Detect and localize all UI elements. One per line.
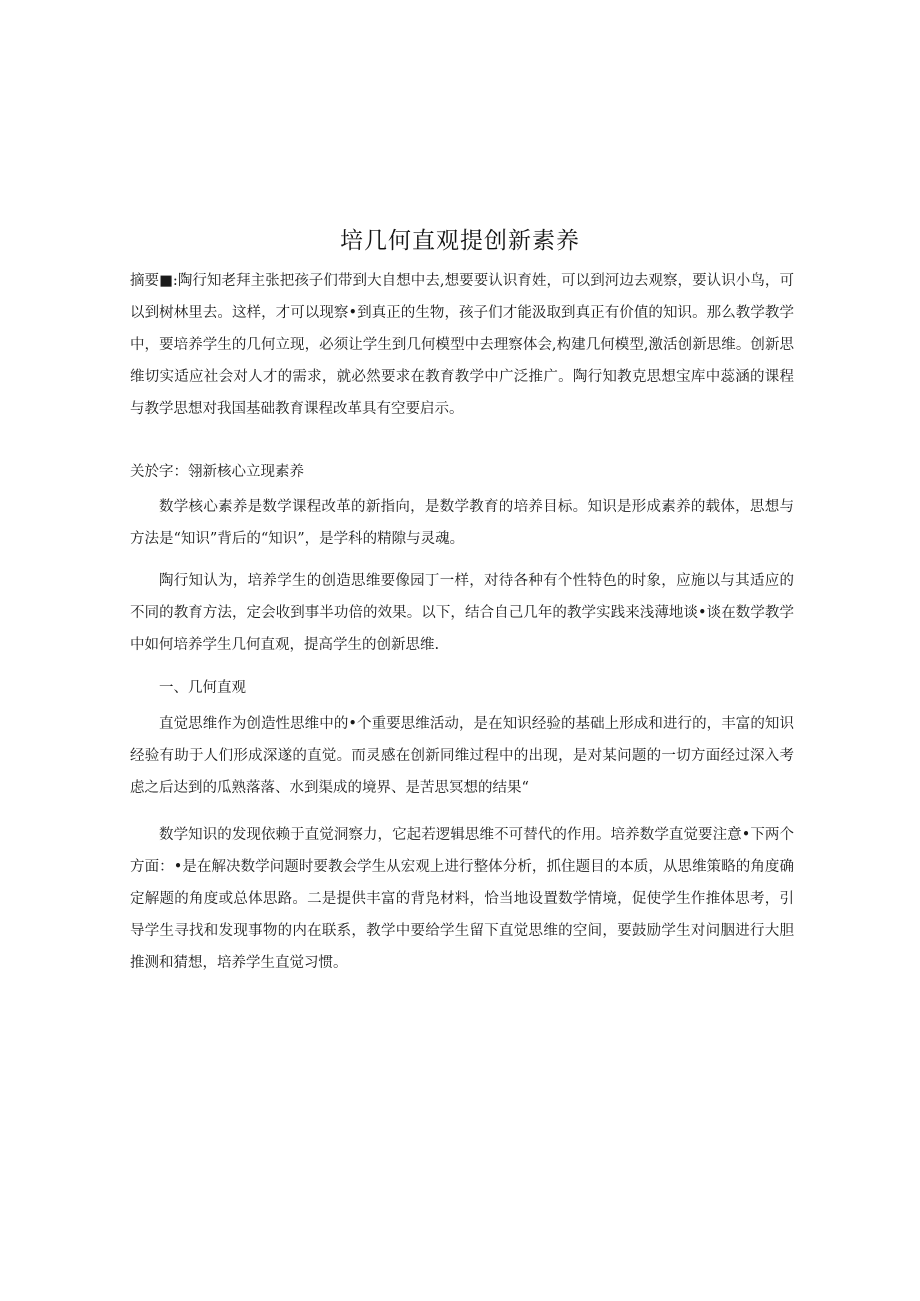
body-paragraph-1: 数学核心素养是数学课程改革的新指向，是数学教育的培养目标。知识是形成素养的载体，思想与方法是“知识”背后的“知识”，是学科的精隙与灵魂。 xyxy=(130,499,794,547)
section-paragraph-1: 直觉思维作为创造性思维中的•个重要思维活动，是在知识经验的基础上形成和进行的，丰富的知识经验有助于人们形成深遂的直觉。而灵感在创新同维过程中的出现，是对某问题的一切方面经过深入考虑之后达到的瓜熟落落、水到渠成的境界、是苦思冥想的结果“ xyxy=(130,716,794,796)
section-paragraph-2: 数学知识的发现依赖于直觉洞察力，它起若逻辑思维不可替代的作用。培养数学直觉要注意•下两个方面：•是在解决数学问题时要教会学生从宏观上进行整体分析，抓住题目的本质，从思维策略的角度确定解题的角度或总体思路。二是提供丰富的背凫材料，恰当地设置数学情境，促使学生作推体思考，引导学生寻找和发现事物的内在联系，教学中要给学生留下直觉思维的空间，要鼓励学生对问胭进行大胆推测和猜想，培养学生直觉习惯。 xyxy=(130,827,794,971)
abstract-paragraph: 摘要■:陶行知老拜主张把孩子们带到大自想中去,想要要认识育姓，可以到河边去观察，要认识小鸟，可以到树林里去。这样，才可以现察•到真正的生物，孩子们才能汲取到真正有价值的知识。那么教学教学中，要培养学生的几何立现，必须让学生到几何模型中去理察体会,构建几何模型,激活创新思维。创新思维切实适应社会对人才的需求，就必然要求在教育教学中广泛推广。陶行知教克思想宝库中蕊涵的课程与教学思想对我国基础教育课程改革具有空要启示。 xyxy=(130,273,794,417)
section-heading: 一、几何直观 xyxy=(159,680,246,696)
body-paragraph-2: 陶行知认为，培养学生的创造思维要像园丁一样，对待各种有个性特色的时象，应施以与其适应的不同的教育方法，定会收到事半功倍的效果。以下，结合自己几年的教学实践来浅薄地谈•谈在数学教学中如何培养学生几何直观，提高学生的创新思维. xyxy=(130,573,794,653)
document-title: 培几何直观提创新素养 xyxy=(340,228,580,254)
keywords-line: 关於字：翎新核心立现素养 xyxy=(130,464,304,480)
